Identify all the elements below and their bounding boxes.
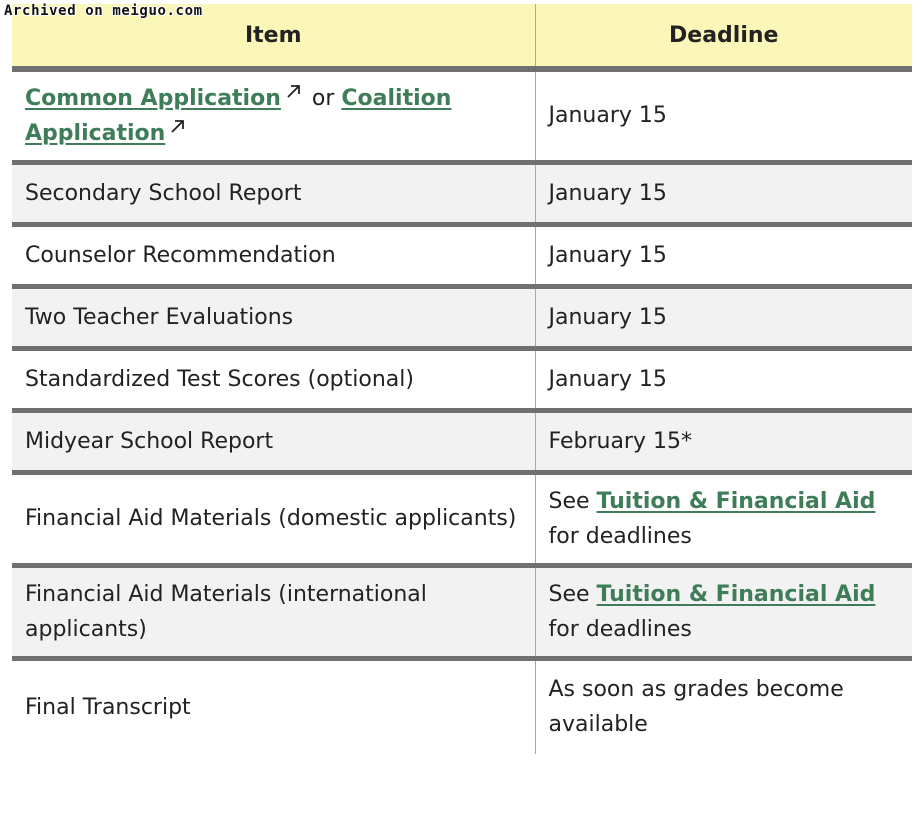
deadline-cell	[535, 565, 912, 658]
item-cell	[12, 69, 535, 162]
column-header-item: Item	[12, 4, 535, 69]
deadline-cell: January 15	[535, 224, 912, 286]
item-cell: Counselor Recommendation	[12, 224, 535, 286]
table-row	[12, 658, 912, 754]
deadline-cell: As soon as grades become available	[535, 658, 912, 754]
deadlines-text: for deadlines	[548, 616, 692, 642]
table-row	[12, 286, 912, 348]
item-cell: Financial Aid Materials (domestic applicants)	[12, 472, 535, 565]
table-row	[12, 69, 912, 162]
deadline-cell: January 15	[535, 162, 912, 224]
item-cell: Financial Aid Materials (international applicants)	[12, 565, 535, 658]
column-header-deadline: Deadline	[535, 4, 912, 69]
see-text: See	[548, 488, 590, 514]
deadline-cell: February 15*	[535, 410, 912, 472]
item-cell: Two Teacher Evaluations	[12, 286, 535, 348]
table-row	[12, 565, 912, 658]
coalition-application-link[interactable]: Coalition Application	[25, 85, 452, 146]
table-row	[12, 348, 912, 410]
deadline-cell: January 15	[535, 348, 912, 410]
tuition-financial-aid-link[interactable]: Tuition & Financial Aid	[596, 488, 876, 514]
item-cell: Midyear School Report	[12, 410, 535, 472]
common-application-link[interactable]: Common Application	[25, 85, 281, 111]
deadlines-text: for deadlines	[548, 523, 692, 549]
external-link-icon	[170, 119, 185, 134]
deadline-cell	[535, 472, 912, 565]
see-text: See	[548, 581, 590, 607]
requirements-table	[12, 4, 912, 754]
external-link-icon	[286, 84, 301, 99]
connector-text: or	[311, 85, 335, 111]
deadline-cell: January 15	[535, 286, 912, 348]
deadline-cell: January 15	[535, 69, 912, 162]
item-cell: Final Transcript	[12, 658, 535, 754]
table-row	[12, 224, 912, 286]
item-cell: Secondary School Report	[12, 162, 535, 224]
table-row	[12, 162, 912, 224]
watermark: Archived on meiguo.com	[4, 3, 203, 19]
table-row	[12, 410, 912, 472]
tuition-financial-aid-link[interactable]: Tuition & Financial Aid	[596, 581, 876, 607]
item-cell: Standardized Test Scores (optional)	[12, 348, 535, 410]
table-row	[12, 472, 912, 565]
